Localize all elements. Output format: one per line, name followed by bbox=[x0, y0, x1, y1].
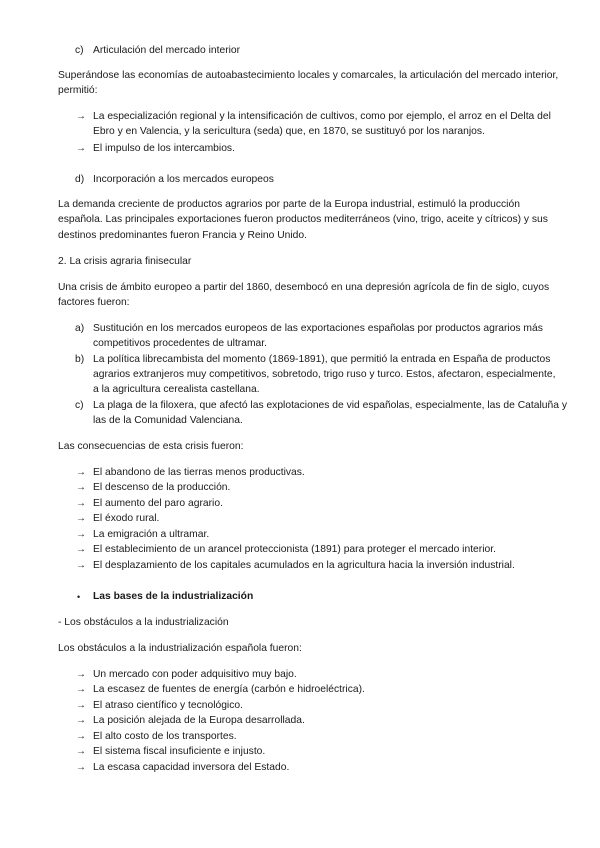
bullet-icon: • bbox=[77, 592, 81, 602]
factor-b-line-1: La política librecambista del momento (1869-1891), que permitió la entrada en España de productos bbox=[93, 354, 551, 365]
list-item: El aumento del paro agrario. bbox=[93, 498, 223, 509]
section-d-paragraph-line-2: española. Las principales exportaciones fueron productos mediterráneos (vino, trigo, aceite y cítricos) y sus bbox=[58, 214, 548, 225]
list-item: El éxodo rural. bbox=[93, 513, 160, 524]
arrow-icon: → bbox=[76, 482, 86, 493]
obstacles-intro: Los obstáculos a la industrialización española fueron: bbox=[58, 643, 302, 654]
arrow-icon: → bbox=[76, 111, 86, 122]
section-d-paragraph-line-3: destinos predominantes fueron Francia y Reino Unido. bbox=[58, 230, 307, 241]
factor-a-line-2: competitivos procedentes de ultramar. bbox=[93, 338, 267, 349]
section-d-title: Incorporación a los mercados europeos bbox=[93, 174, 274, 185]
factor-b-marker: b) bbox=[75, 354, 85, 365]
factor-a-marker: a) bbox=[75, 323, 85, 334]
arrow-icon: → bbox=[76, 513, 86, 524]
industrialization-subheading: - Los obstáculos a la industrialización bbox=[58, 617, 229, 628]
crisis-intro-line-1: Una crisis de ámbito europeo a partir del 1860, desembocó en una depresión agrícola de fin de siglo, cuyos bbox=[58, 282, 550, 293]
section-c-title: Articulación del mercado interior bbox=[93, 45, 241, 56]
section-c-intro-line-1: Superándose las economías de autoabastecimiento locales y comarcales, la articulación del mercado interior, bbox=[58, 70, 559, 81]
arrow-icon: → bbox=[76, 544, 86, 555]
list-item: La posición alejada de la Europa desarrollada. bbox=[93, 715, 305, 726]
section-d-paragraph-line-1: La demanda creciente de productos agrarios por parte de la Europa industrial, estimuló la producción bbox=[58, 199, 520, 210]
list-item: El desplazamiento de los capitales acumulados en la agricultura hacia la inversión industrial. bbox=[93, 560, 515, 571]
list-item: El impulso de los intercambios. bbox=[93, 143, 235, 154]
factor-c-line-2: las de la Comunidad Valenciana. bbox=[93, 415, 243, 426]
factor-b-line-2: agrarios extranjeros muy competitivos, sobretodo, trigo ruso y turco. Estos, afectaron, especialmente, bbox=[93, 369, 556, 380]
factor-c-marker: c) bbox=[75, 400, 84, 411]
list-item: El sistema fiscal insuficiente e injusto. bbox=[93, 746, 266, 757]
list-item: El alto costo de los transportes. bbox=[93, 731, 237, 742]
section-d-marker: d) bbox=[75, 174, 85, 185]
arrow-icon: → bbox=[76, 700, 86, 711]
list-item: La escasa capacidad inversora del Estado. bbox=[93, 762, 290, 773]
list-item: El atraso científico y tecnológico. bbox=[93, 700, 243, 711]
list-item: La emigración a ultramar. bbox=[93, 529, 210, 540]
consequences-intro: Las consecuencias de esta crisis fueron: bbox=[58, 441, 244, 452]
factor-b-line-3: a la agricultura cerealista castellana. bbox=[93, 384, 260, 395]
factor-a-line-1: Sustitución en los mercados europeos de las exportaciones españolas por productos agrarios más bbox=[93, 323, 543, 334]
arrow-icon: → bbox=[76, 467, 86, 478]
crisis-intro-line-2: factores fueron: bbox=[58, 297, 130, 308]
list-item: La escasez de fuentes de energía (carbón e hidroeléctrica). bbox=[93, 684, 365, 695]
arrow-icon: → bbox=[76, 529, 86, 540]
arrow-icon: → bbox=[76, 715, 86, 726]
list-item: La especialización regional y la intensificación de cultivos, como por ejemplo, el arroz en el Delta del bbox=[93, 111, 551, 122]
arrow-icon: → bbox=[76, 498, 86, 509]
list-item: Un mercado con poder adquisitivo muy bajo. bbox=[93, 669, 297, 680]
list-item: El abandono de las tierras menos productivas. bbox=[93, 467, 305, 478]
factor-c-line-1: La plaga de la filoxera, que afectó las explotaciones de vid españolas, especialmente, las de Cataluña y bbox=[93, 400, 567, 411]
arrow-icon: → bbox=[76, 746, 86, 757]
arrow-icon: → bbox=[76, 684, 86, 695]
arrow-icon: → bbox=[76, 560, 86, 571]
section-c-intro-line-2: permitió: bbox=[58, 85, 98, 96]
industrialization-heading: Las bases de la industrialización bbox=[93, 591, 254, 602]
list-item: El descenso de la producción. bbox=[93, 482, 231, 493]
list-item: El establecimiento de un arancel proteccionista (1891) para proteger el mercado interior. bbox=[93, 544, 496, 555]
crisis-heading: 2. La crisis agraria finisecular bbox=[58, 256, 192, 267]
arrow-icon: → bbox=[76, 143, 86, 154]
section-c-marker: c) bbox=[75, 45, 84, 56]
arrow-icon: → bbox=[76, 762, 86, 773]
list-item: Ebro y en Valencia, y la sericultura (seda) que, en 1870, se sustituyó por los naranjos. bbox=[93, 126, 485, 137]
arrow-icon: → bbox=[76, 669, 86, 680]
arrow-icon: → bbox=[76, 731, 86, 742]
